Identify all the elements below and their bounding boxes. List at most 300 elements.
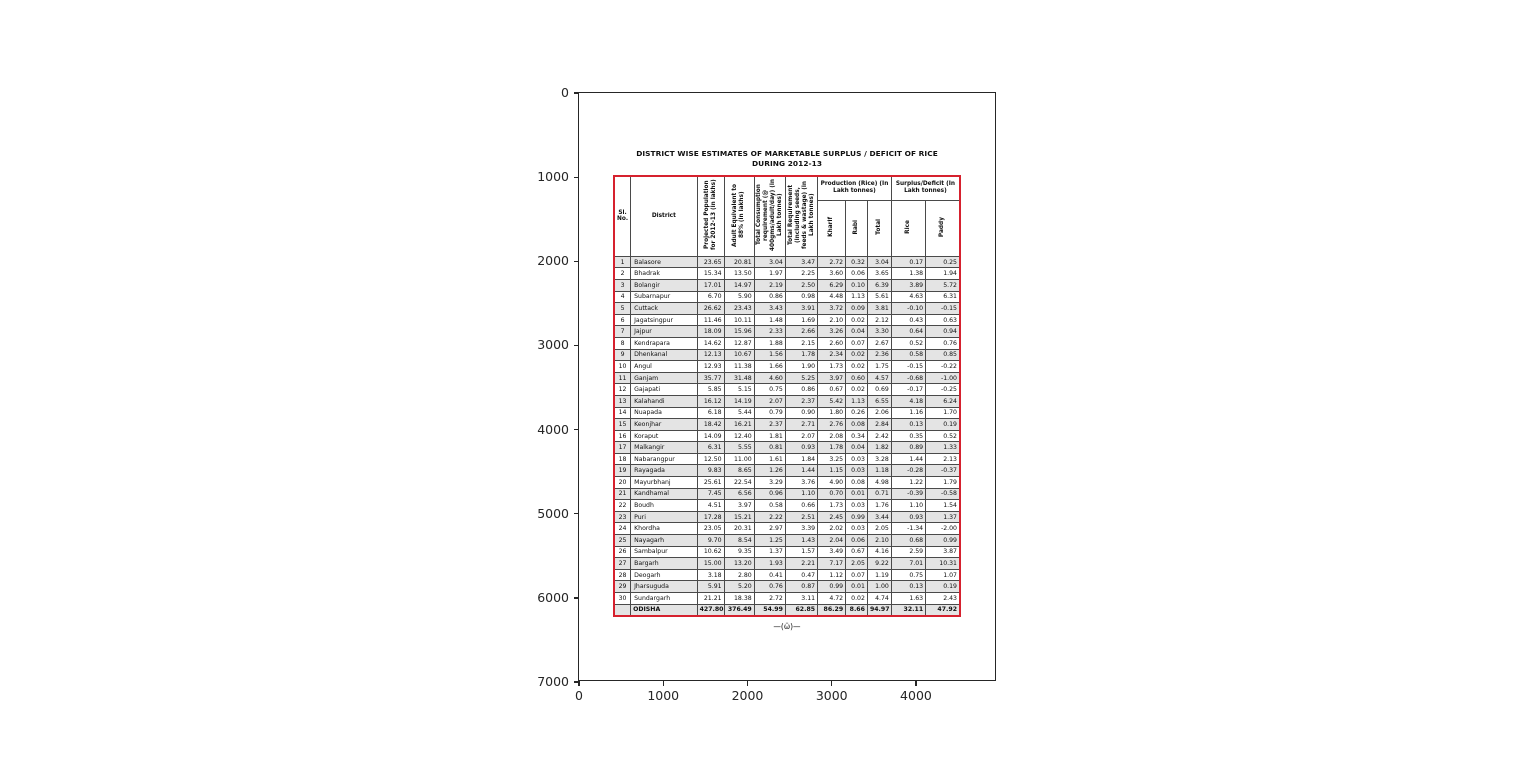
table-row bbox=[614, 384, 960, 396]
district-cell: Deogarh bbox=[631, 569, 697, 581]
value-cell: 0.04 bbox=[846, 326, 868, 338]
value-cell: 0.93 bbox=[891, 511, 925, 523]
value-cell: 0.96 bbox=[754, 488, 785, 500]
value-cell: 0.67 bbox=[846, 546, 868, 558]
value-cell: 1 bbox=[614, 256, 631, 268]
value-cell: 1.48 bbox=[754, 314, 785, 326]
value-cell: 18.42 bbox=[697, 419, 724, 431]
district-cell: Subarnapur bbox=[631, 291, 697, 303]
value-cell: 8 bbox=[614, 337, 631, 349]
value-cell: 3.76 bbox=[785, 477, 817, 489]
value-cell: 2.72 bbox=[818, 256, 846, 268]
value-cell: 6.24 bbox=[926, 395, 960, 407]
value-cell: 13.20 bbox=[724, 558, 754, 570]
value-cell: 1.43 bbox=[785, 535, 817, 547]
value-cell: 2.19 bbox=[754, 279, 785, 291]
value-cell: 8.65 bbox=[724, 465, 754, 477]
y-tick-mark bbox=[574, 261, 579, 262]
value-cell: 0.19 bbox=[926, 581, 960, 593]
header-kharif: Kharif bbox=[818, 200, 846, 256]
value-cell: 0.63 bbox=[926, 314, 960, 326]
value-cell: 0.75 bbox=[891, 569, 925, 581]
value-cell: 0.13 bbox=[891, 419, 925, 431]
value-cell: 1.94 bbox=[926, 268, 960, 280]
value-cell: 1.97 bbox=[754, 268, 785, 280]
value-cell: 5.42 bbox=[818, 395, 846, 407]
value-cell: 0.98 bbox=[785, 291, 817, 303]
value-cell: 6.29 bbox=[818, 279, 846, 291]
value-cell: 0.06 bbox=[846, 535, 868, 547]
value-cell: 0.08 bbox=[846, 419, 868, 431]
value-cell: -0.22 bbox=[926, 361, 960, 373]
value-cell: 6.31 bbox=[926, 291, 960, 303]
value-cell: 6.31 bbox=[697, 442, 724, 454]
value-cell: 1.88 bbox=[754, 337, 785, 349]
header-group-surplus-deficit: Surplus/Deficit (In Lakh tonnes) bbox=[891, 176, 960, 200]
table-row bbox=[614, 593, 960, 605]
value-cell: 86.29 bbox=[818, 604, 846, 616]
value-cell: 2.71 bbox=[785, 419, 817, 431]
value-cell: 3.18 bbox=[697, 569, 724, 581]
table-row bbox=[614, 477, 960, 489]
district-cell: Angul bbox=[631, 361, 697, 373]
value-cell: -0.39 bbox=[891, 488, 925, 500]
value-cell: 12 bbox=[614, 384, 631, 396]
district-cell: ODISHA bbox=[631, 604, 697, 616]
value-cell: 0.26 bbox=[846, 407, 868, 419]
y-tick-mark bbox=[574, 92, 579, 93]
value-cell: 0.03 bbox=[846, 465, 868, 477]
value-cell: 3 bbox=[614, 279, 631, 291]
table-body bbox=[614, 256, 960, 604]
value-cell: 1.10 bbox=[785, 488, 817, 500]
value-cell: 6.56 bbox=[724, 488, 754, 500]
district-cell: Dhenkanal bbox=[631, 349, 697, 361]
table-row bbox=[614, 407, 960, 419]
value-cell: 10.11 bbox=[724, 314, 754, 326]
district-cell: Jharsuguda bbox=[631, 581, 697, 593]
value-cell: 0.76 bbox=[926, 337, 960, 349]
district-cell: Nuapada bbox=[631, 407, 697, 419]
value-cell: 4.18 bbox=[891, 395, 925, 407]
value-cell: 1.75 bbox=[867, 361, 891, 373]
value-cell: 10.62 bbox=[697, 546, 724, 558]
value-cell: 3.47 bbox=[785, 256, 817, 268]
district-cell: Rayagada bbox=[631, 465, 697, 477]
y-tick-mark bbox=[574, 345, 579, 346]
value-cell: 0.67 bbox=[818, 384, 846, 396]
value-cell: 7.45 bbox=[697, 488, 724, 500]
value-cell: 6.18 bbox=[697, 407, 724, 419]
value-cell: 1.07 bbox=[926, 569, 960, 581]
value-cell: 14.62 bbox=[697, 337, 724, 349]
value-cell: 11.46 bbox=[697, 314, 724, 326]
value-cell: 0.02 bbox=[846, 384, 868, 396]
value-cell: 6 bbox=[614, 314, 631, 326]
value-cell: 1.22 bbox=[891, 477, 925, 489]
district-cell: Kalahandi bbox=[631, 395, 697, 407]
value-cell: -0.17 bbox=[891, 384, 925, 396]
value-cell: 5.20 bbox=[724, 581, 754, 593]
value-cell: 1.81 bbox=[754, 430, 785, 442]
value-cell: 3.29 bbox=[754, 477, 785, 489]
y-tick-label: 0 bbox=[561, 85, 569, 100]
value-cell: -0.25 bbox=[926, 384, 960, 396]
district-cell: Nabarangpur bbox=[631, 453, 697, 465]
value-cell: 4.74 bbox=[867, 593, 891, 605]
value-cell: 6.39 bbox=[867, 279, 891, 291]
value-cell: 0.03 bbox=[846, 523, 868, 535]
value-cell: 1.19 bbox=[867, 569, 891, 581]
value-cell: 26.62 bbox=[697, 303, 724, 315]
value-cell: 0.10 bbox=[846, 279, 868, 291]
value-cell: 18 bbox=[614, 453, 631, 465]
value-cell: 3.60 bbox=[818, 268, 846, 280]
district-cell: Bolangir bbox=[631, 279, 697, 291]
value-cell: 4.57 bbox=[867, 372, 891, 384]
value-cell: 1.63 bbox=[891, 593, 925, 605]
value-cell: 29 bbox=[614, 581, 631, 593]
district-cell: Jagatsingpur bbox=[631, 314, 697, 326]
value-cell: 1.61 bbox=[754, 453, 785, 465]
value-cell: 15.96 bbox=[724, 326, 754, 338]
value-cell: 27 bbox=[614, 558, 631, 570]
value-cell: 0.68 bbox=[891, 535, 925, 547]
value-cell: 4.60 bbox=[754, 372, 785, 384]
district-cell: Sambalpur bbox=[631, 546, 697, 558]
table-row bbox=[614, 465, 960, 477]
value-cell: 1.15 bbox=[818, 465, 846, 477]
value-cell: 5.85 bbox=[697, 384, 724, 396]
value-cell: 3.87 bbox=[926, 546, 960, 558]
value-cell: 0.01 bbox=[846, 488, 868, 500]
table-row bbox=[614, 500, 960, 512]
value-cell: 376.49 bbox=[724, 604, 754, 616]
value-cell: 5.15 bbox=[724, 384, 754, 396]
value-cell: 1.00 bbox=[867, 581, 891, 593]
value-cell: 14.09 bbox=[697, 430, 724, 442]
value-cell: 31.48 bbox=[724, 372, 754, 384]
district-cell: Kandhamal bbox=[631, 488, 697, 500]
value-cell: 21.21 bbox=[697, 593, 724, 605]
value-cell: 4.63 bbox=[891, 291, 925, 303]
table-header bbox=[614, 176, 960, 256]
table-row bbox=[614, 453, 960, 465]
value-cell: 16.12 bbox=[697, 395, 724, 407]
value-cell: 30 bbox=[614, 593, 631, 605]
value-cell: 15.34 bbox=[697, 268, 724, 280]
value-cell: 17.01 bbox=[697, 279, 724, 291]
value-cell: 3.25 bbox=[818, 453, 846, 465]
value-cell: 3.43 bbox=[754, 303, 785, 315]
value-cell: 0.17 bbox=[891, 256, 925, 268]
value-cell: 2.80 bbox=[724, 569, 754, 581]
value-cell: 9 bbox=[614, 349, 631, 361]
value-cell: 12.87 bbox=[724, 337, 754, 349]
table-row bbox=[614, 395, 960, 407]
value-cell: 11 bbox=[614, 372, 631, 384]
table-row bbox=[614, 314, 960, 326]
value-cell: 0.58 bbox=[891, 349, 925, 361]
value-cell: 7 bbox=[614, 326, 631, 338]
value-cell: 3.81 bbox=[867, 303, 891, 315]
x-tick-label: 0 bbox=[575, 688, 583, 703]
value-cell: 5.55 bbox=[724, 442, 754, 454]
value-cell: 2.66 bbox=[785, 326, 817, 338]
value-cell: 1.70 bbox=[926, 407, 960, 419]
value-cell: 20 bbox=[614, 477, 631, 489]
value-cell: 5.91 bbox=[697, 581, 724, 593]
value-cell: 1.25 bbox=[754, 535, 785, 547]
value-cell: 2.51 bbox=[785, 511, 817, 523]
value-cell: 24 bbox=[614, 523, 631, 535]
value-cell: 3.97 bbox=[818, 372, 846, 384]
value-cell: 1.73 bbox=[818, 500, 846, 512]
value-cell: 0.02 bbox=[846, 349, 868, 361]
x-tick-label: 3000 bbox=[815, 688, 848, 703]
value-cell: 5.90 bbox=[724, 291, 754, 303]
header-projected-population: Projected Population for 2012-13 (in lakhs) bbox=[697, 176, 724, 256]
header-adult-equivalent: Adult Equivalent to 88% (in lakhs) bbox=[724, 176, 754, 256]
value-cell: 2.07 bbox=[785, 430, 817, 442]
header-rabi: Rabi bbox=[846, 200, 868, 256]
value-cell: 14.97 bbox=[724, 279, 754, 291]
table-row bbox=[614, 581, 960, 593]
value-cell: 0.01 bbox=[846, 581, 868, 593]
value-cell: 20.81 bbox=[724, 256, 754, 268]
value-cell: 2.60 bbox=[818, 337, 846, 349]
y-tick-mark bbox=[574, 429, 579, 430]
value-cell: 0.87 bbox=[785, 581, 817, 593]
value-cell: 1.56 bbox=[754, 349, 785, 361]
value-cell: 0.99 bbox=[818, 581, 846, 593]
plot-area bbox=[537, 85, 996, 703]
value-cell: 1.78 bbox=[785, 349, 817, 361]
value-cell: 2.76 bbox=[818, 419, 846, 431]
value-cell: 0.35 bbox=[891, 430, 925, 442]
value-cell: 2.25 bbox=[785, 268, 817, 280]
table-row bbox=[614, 361, 960, 373]
value-cell: 21 bbox=[614, 488, 631, 500]
value-cell: 25 bbox=[614, 535, 631, 547]
value-cell: 0.03 bbox=[846, 500, 868, 512]
value-cell: 2.07 bbox=[754, 395, 785, 407]
value-cell: 1.93 bbox=[754, 558, 785, 570]
district-cell: Keonjhar bbox=[631, 419, 697, 431]
value-cell: 2.50 bbox=[785, 279, 817, 291]
value-cell: 7.01 bbox=[891, 558, 925, 570]
value-cell: 0.03 bbox=[846, 453, 868, 465]
district-cell: Ganjam bbox=[631, 372, 697, 384]
table-title bbox=[613, 149, 961, 169]
table-row bbox=[614, 535, 960, 547]
value-cell: 62.85 bbox=[785, 604, 817, 616]
value-cell: 2.45 bbox=[818, 511, 846, 523]
value-cell: 0.85 bbox=[926, 349, 960, 361]
value-cell: 3.49 bbox=[818, 546, 846, 558]
x-tick-mark bbox=[915, 681, 916, 686]
header-total: Total bbox=[867, 200, 891, 256]
value-cell: 2.36 bbox=[867, 349, 891, 361]
value-cell: 0.02 bbox=[846, 361, 868, 373]
y-tick-label: 5000 bbox=[537, 505, 569, 521]
value-cell: 15.00 bbox=[697, 558, 724, 570]
x-tick-mark bbox=[578, 681, 579, 686]
value-cell: -0.58 bbox=[926, 488, 960, 500]
value-cell: 2.34 bbox=[818, 349, 846, 361]
table-row bbox=[614, 569, 960, 581]
value-cell: 0.58 bbox=[754, 500, 785, 512]
value-cell: 22 bbox=[614, 500, 631, 512]
header-rice: Rice bbox=[891, 200, 925, 256]
value-cell: 8.66 bbox=[846, 604, 868, 616]
value-cell: 0.89 bbox=[891, 442, 925, 454]
value-cell: 32.11 bbox=[891, 604, 925, 616]
x-tick-label: 1000 bbox=[647, 688, 680, 703]
y-tick-label: 1000 bbox=[537, 169, 569, 185]
table-row bbox=[614, 291, 960, 303]
value-cell: 2.43 bbox=[926, 593, 960, 605]
value-cell: 20.31 bbox=[724, 523, 754, 535]
y-tick-mark bbox=[574, 597, 579, 598]
value-cell: 0.71 bbox=[867, 488, 891, 500]
value-cell: 0.07 bbox=[846, 337, 868, 349]
value-cell: 4.90 bbox=[818, 477, 846, 489]
value-cell: 2.08 bbox=[818, 430, 846, 442]
district-cell: Boudh bbox=[631, 500, 697, 512]
value-cell: 2.06 bbox=[867, 407, 891, 419]
y-tick-mark bbox=[574, 513, 579, 514]
value-cell: 18.09 bbox=[697, 326, 724, 338]
value-cell: 3.11 bbox=[785, 593, 817, 605]
value-cell: 0.13 bbox=[891, 581, 925, 593]
value-cell: 0.66 bbox=[785, 500, 817, 512]
y-tick-mark bbox=[574, 177, 579, 178]
district-cell: Nayagarh bbox=[631, 535, 697, 547]
value-cell: 3.44 bbox=[867, 511, 891, 523]
value-cell: 4.98 bbox=[867, 477, 891, 489]
value-cell: 16 bbox=[614, 430, 631, 442]
table-row bbox=[614, 419, 960, 431]
value-cell: 13.50 bbox=[724, 268, 754, 280]
value-cell: 3.91 bbox=[785, 303, 817, 315]
scanned-table-page bbox=[613, 149, 961, 631]
value-cell: -1.34 bbox=[891, 523, 925, 535]
header-group-production: Production (Rice) (In Lakh tonnes) bbox=[818, 176, 892, 200]
table-row bbox=[614, 523, 960, 535]
district-cell: Gajapati bbox=[631, 384, 697, 396]
value-cell: 12.93 bbox=[697, 361, 724, 373]
table-row bbox=[614, 256, 960, 268]
value-cell: 1.13 bbox=[846, 395, 868, 407]
value-cell: 1.12 bbox=[818, 569, 846, 581]
value-cell: 427.80 bbox=[697, 604, 724, 616]
page-number-mark: —(ω̈)— bbox=[773, 621, 801, 631]
value-cell: 2 bbox=[614, 268, 631, 280]
value-cell: 0.79 bbox=[754, 407, 785, 419]
value-cell: 23.05 bbox=[697, 523, 724, 535]
value-cell: 1.57 bbox=[785, 546, 817, 558]
header-sl-no: Sl. No. bbox=[614, 176, 631, 256]
table-row bbox=[614, 430, 960, 442]
value-cell: -0.68 bbox=[891, 372, 925, 384]
value-cell: 0.93 bbox=[785, 442, 817, 454]
y-tick-label: 4000 bbox=[537, 421, 569, 437]
surplus-deficit-table bbox=[613, 175, 961, 617]
value-cell: 5.25 bbox=[785, 372, 817, 384]
value-cell: 0.08 bbox=[846, 477, 868, 489]
value-cell: 2.15 bbox=[785, 337, 817, 349]
value-cell: 5 bbox=[614, 303, 631, 315]
value-cell: 5.61 bbox=[867, 291, 891, 303]
value-cell: 4.72 bbox=[818, 593, 846, 605]
value-cell: 1.79 bbox=[926, 477, 960, 489]
value-cell: 1.73 bbox=[818, 361, 846, 373]
value-cell: 25.61 bbox=[697, 477, 724, 489]
value-cell: 2.37 bbox=[785, 395, 817, 407]
value-cell: 0.02 bbox=[846, 593, 868, 605]
value-cell: 10 bbox=[614, 361, 631, 373]
value-cell: 3.04 bbox=[867, 256, 891, 268]
value-cell: 17.28 bbox=[697, 511, 724, 523]
value-cell: 2.10 bbox=[867, 535, 891, 547]
value-cell: 0.47 bbox=[785, 569, 817, 581]
value-cell: 1.69 bbox=[785, 314, 817, 326]
value-cell: 2.84 bbox=[867, 419, 891, 431]
x-tick-mark bbox=[663, 681, 664, 686]
value-cell: 0.02 bbox=[846, 314, 868, 326]
value-cell: 1.76 bbox=[867, 500, 891, 512]
table-row bbox=[614, 303, 960, 315]
table-total-row bbox=[614, 604, 960, 616]
value-cell: 0.76 bbox=[754, 581, 785, 593]
value-cell: 1.82 bbox=[867, 442, 891, 454]
value-cell: 15 bbox=[614, 419, 631, 431]
value-cell: 2.21 bbox=[785, 558, 817, 570]
value-cell: 12.40 bbox=[724, 430, 754, 442]
value-cell: 2.02 bbox=[818, 523, 846, 535]
y-tick-label: 2000 bbox=[537, 253, 569, 269]
value-cell: 0.64 bbox=[891, 326, 925, 338]
value-cell: 12.50 bbox=[697, 453, 724, 465]
value-cell: 1.78 bbox=[818, 442, 846, 454]
value-cell: 9.22 bbox=[867, 558, 891, 570]
value-cell: 0.60 bbox=[846, 372, 868, 384]
value-cell: 4.51 bbox=[697, 500, 724, 512]
value-cell: 23.43 bbox=[724, 303, 754, 315]
value-cell: 3.04 bbox=[754, 256, 785, 268]
value-cell: 3.26 bbox=[818, 326, 846, 338]
value-cell: 15.21 bbox=[724, 511, 754, 523]
value-cell: 23.65 bbox=[697, 256, 724, 268]
value-cell: 1.44 bbox=[891, 453, 925, 465]
value-cell: 11.38 bbox=[724, 361, 754, 373]
total-row bbox=[614, 604, 960, 616]
value-cell: 2.05 bbox=[867, 523, 891, 535]
district-cell: Kendrapara bbox=[631, 337, 697, 349]
table-row bbox=[614, 337, 960, 349]
value-cell: 54.99 bbox=[754, 604, 785, 616]
value-cell: 0.32 bbox=[846, 256, 868, 268]
value-cell: 10.67 bbox=[724, 349, 754, 361]
value-cell: 47.92 bbox=[926, 604, 960, 616]
value-cell: 3.65 bbox=[867, 268, 891, 280]
value-cell: 3.39 bbox=[785, 523, 817, 535]
y-tick-label: 3000 bbox=[537, 337, 569, 353]
value-cell: 1.37 bbox=[926, 511, 960, 523]
value-cell: 0.41 bbox=[754, 569, 785, 581]
value-cell: -0.28 bbox=[891, 465, 925, 477]
